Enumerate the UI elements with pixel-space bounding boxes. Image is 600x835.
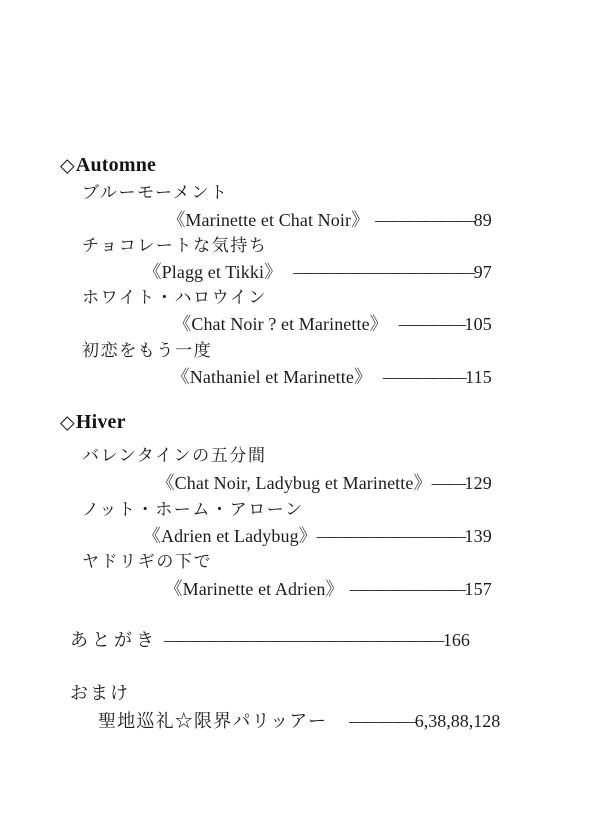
dash-leader: ———————————	[293, 262, 474, 282]
section-heading-label: Hiver	[75, 411, 126, 433]
entry-subtitle-row	[140, 263, 492, 281]
entry-title: 初恋をもう一度	[82, 341, 213, 360]
entry-page-number: 97	[473, 262, 492, 282]
entry-title: バレンタインの五分間	[82, 446, 267, 465]
entry-title: ホワイト・ハロウイン	[82, 288, 267, 307]
entry-subtitle-row	[140, 211, 492, 229]
entry-subtitle-row	[140, 315, 492, 333]
entry-title: ヤドリギの下で	[82, 552, 213, 571]
dash-leader: —————————	[316, 526, 465, 546]
bonus-label: おまけ	[70, 683, 130, 703]
entry-page-number: 129	[464, 473, 492, 493]
entry-page-number: 89	[473, 210, 492, 230]
entry-title: チョコレートな気持ち	[82, 236, 268, 255]
afterword-label: あとがき	[70, 630, 158, 650]
entry-subtitle: 《Marinette et Adrien》	[164, 579, 344, 599]
dash-leader: ————	[398, 314, 465, 334]
entry-page-number: 105	[464, 314, 492, 334]
entry-subtitle: 《Marinette et Chat Noir》	[167, 210, 370, 230]
entry-subtitle-row	[140, 580, 492, 598]
dash-leader: ———————	[349, 579, 465, 599]
section-heading-automne	[60, 155, 156, 175]
entry-subtitle-row	[140, 474, 492, 492]
entry-subtitle: 《Plagg et Tikki》	[143, 262, 283, 282]
afterword-page-number: 166	[442, 630, 470, 650]
entry-subtitle: 《Chat Noir ? et Marinette》	[173, 314, 388, 334]
dash-leader: ————	[349, 711, 415, 731]
entry-subtitle-row	[140, 368, 492, 386]
section-heading-hiver	[60, 412, 126, 432]
dash-leader: ——————	[375, 210, 474, 230]
entry-page-number: 139	[464, 526, 492, 546]
dash-leader: —————	[383, 367, 466, 387]
entry-subtitle: 《Adrien et Ladybug》	[142, 526, 317, 546]
diamond-icon: ◇	[60, 412, 75, 434]
afterword-row	[70, 631, 470, 649]
entry-subtitle: 《Chat Noir, Ladybug et Marinette》	[156, 473, 432, 493]
entry-title: ノット・ホーム・アローン	[82, 500, 304, 519]
entry-subtitle-row	[140, 527, 492, 545]
bonus-item-row	[98, 712, 500, 730]
bonus-page-numbers: 6,38,88,128	[414, 711, 501, 731]
bonus-item-title: 聖地巡礼☆限界パリッアー	[98, 711, 328, 731]
entry-subtitle: 《Nathaniel et Marinette》	[171, 367, 373, 387]
dash-leader: ——	[431, 473, 465, 493]
entry-page-number: 115	[465, 367, 492, 387]
entry-title: ブルーモーメント	[82, 183, 229, 202]
entry-page-number: 157	[464, 579, 492, 599]
section-heading-label: Automne	[75, 154, 157, 176]
diamond-icon: ◇	[60, 155, 75, 177]
dash-leader: —————————————————	[164, 630, 443, 650]
